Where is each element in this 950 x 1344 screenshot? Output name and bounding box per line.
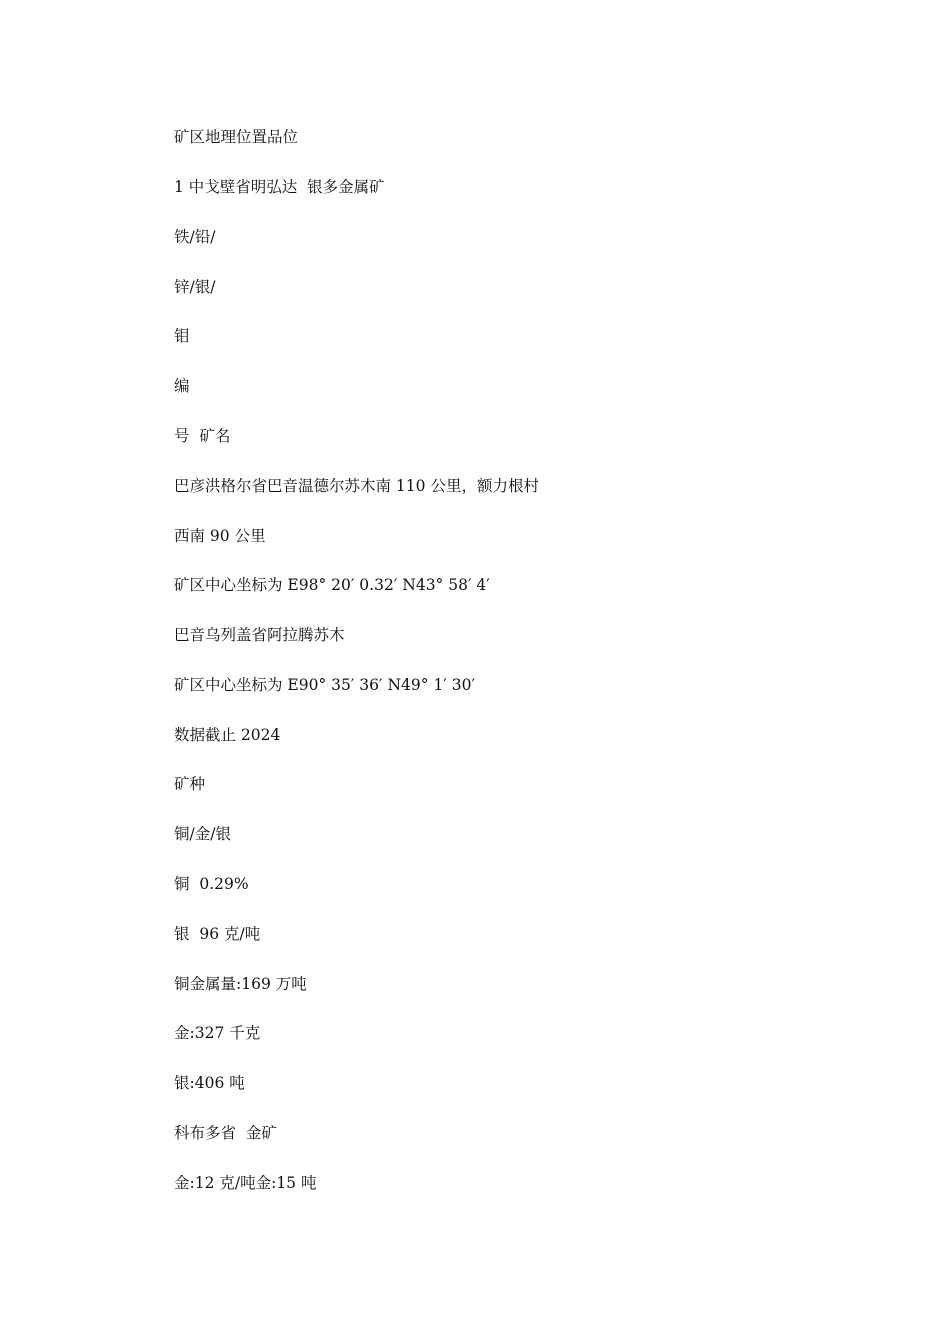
text-line: 矿区中心坐标为 E90° 35′ 36′ N49° 1′ 30′ bbox=[174, 676, 475, 694]
text-line: 编 bbox=[174, 377, 190, 395]
text-line: 矿区中心坐标为 E98° 20′ 0.32′ N43° 58′ 4′ bbox=[174, 576, 490, 594]
text-line: 数据截止 2024 bbox=[174, 726, 281, 744]
text-line: 矿种 bbox=[174, 775, 206, 793]
text-line: 铜 0.29% bbox=[174, 875, 249, 893]
text-line: 号 矿名 bbox=[174, 427, 231, 445]
text-line: 铁/铅/ bbox=[174, 228, 216, 246]
text-line: 钼 bbox=[174, 327, 190, 345]
text-line: 西南 90 公里 bbox=[174, 527, 266, 545]
text-line: 铜金属量:169 万吨 bbox=[174, 975, 307, 993]
text-line: 矿区地理位置品位 bbox=[174, 128, 299, 146]
text-line: 科布多省 金矿 bbox=[174, 1124, 277, 1142]
text-line: 金:327 千克 bbox=[174, 1024, 261, 1042]
text-line: 铜/金/银 bbox=[174, 825, 231, 843]
text-line: 1 中戈壁省明弘达 银多金属矿 bbox=[174, 178, 385, 196]
text-line: 巴彦洪格尔省巴音温德尔苏木南 110 公里，额力根村 bbox=[174, 477, 539, 495]
text-line: 锌/银/ bbox=[174, 278, 216, 296]
text-line: 银 96 克/吨 bbox=[174, 925, 261, 943]
text-line: 巴音乌列盖省阿拉腾苏木 bbox=[174, 626, 345, 644]
text-line: 金:12 克/吨金:15 吨 bbox=[174, 1174, 317, 1192]
text-line: 银:406 吨 bbox=[174, 1074, 245, 1092]
